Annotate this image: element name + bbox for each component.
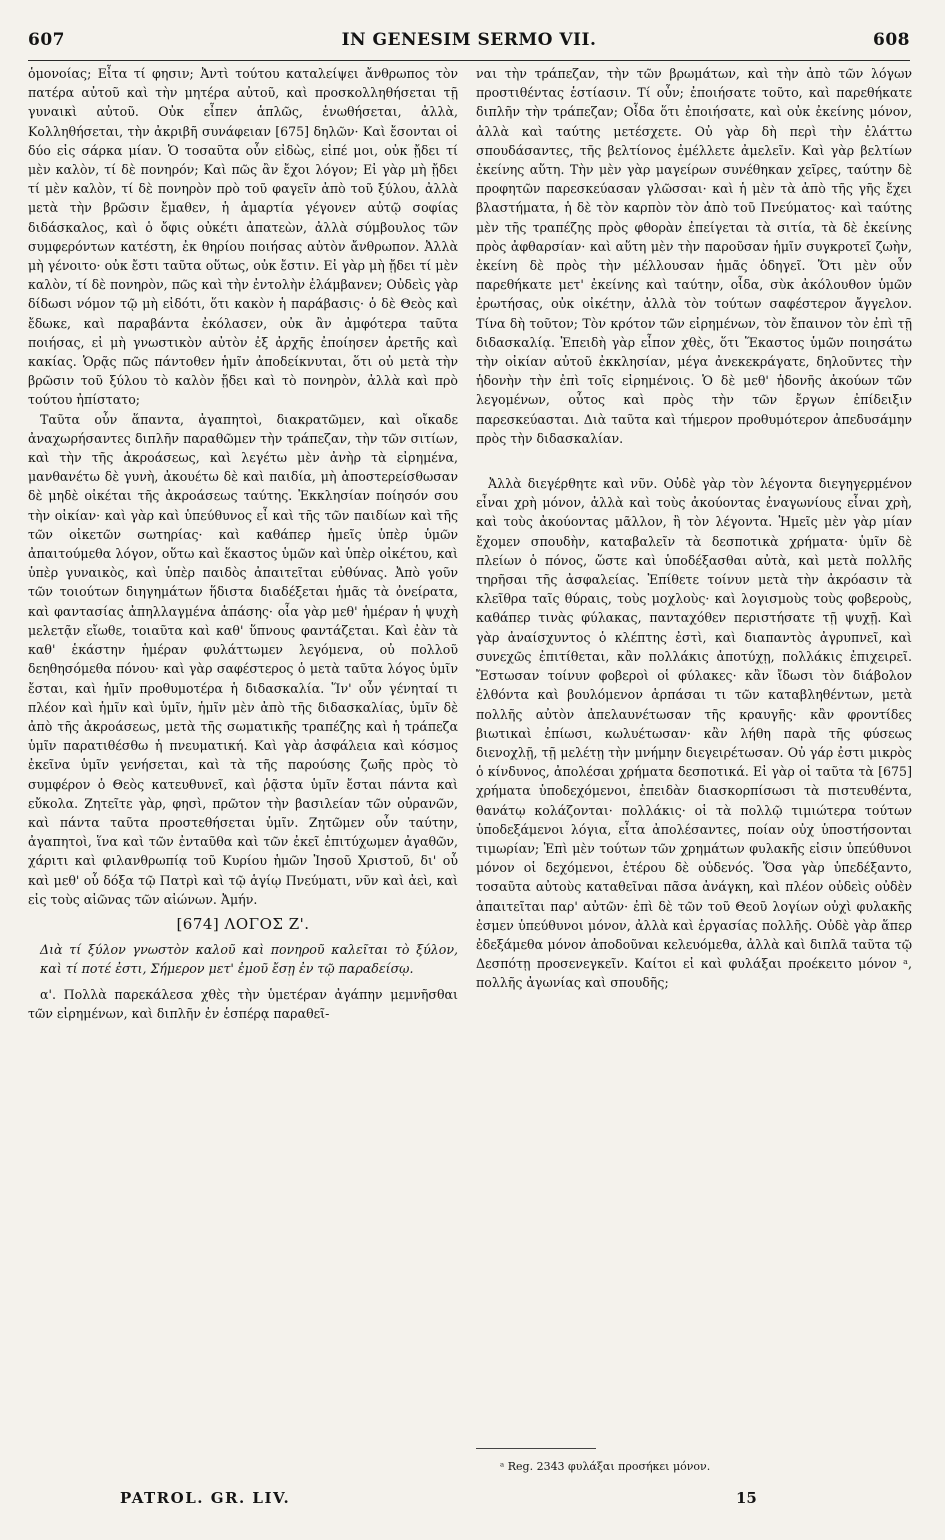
page-number-left: 607 — [28, 30, 65, 50]
left-paragraph-1: ὁμονοίας; Εἶτα τί φησιν; Ἀντὶ τούτου καταλείψει ἄνθρωπος τὸν πατέρα αὐτοῦ καὶ τὴν μητέρα αὐτοῦ, καὶ προσκολληθήσεται τῇ γυναικὶ αὐτοῦ. Οὐκ εἶπεν ἁπλῶς, ἑνωθήσεται, ἀλλὰ, Κολληθήσεται, τὴν ἀκριβῆ συνάφειαν [675] δηλῶν· Καὶ ἔσονται οἱ δύο εἰς σάρκα μίαν. Ὁ τοσαῦτα οὖν εἰδὼς, εἰπέ μοι, οὐκ ᾔδει τί μὲν καλὸν, τί δὲ πονηρόν; Καὶ πῶς ἂν ἔχοι λόγον; Εἰ γὰρ μὴ ᾔδει τί μὲν καλὸν, τί δὲ πονηρὸν πρὸ τοῦ φαγεῖν ἀπὸ τοῦ ξύλου, ἀλλὰ μετὰ τὴν βρῶσιν ἔμαθεν, ἡ ἁμαρτία γέγονεν αὐτῷ σοφίας διδάσκαλος, καὶ ὁ ὄφις οὐκέτι ἀπατεὼν, ἀλλὰ σύμβουλος τῶν συμφερόντων κατέστη, ἐκ θηρίου ποιήσας αὐτὸν ἄνθρωπον. Ἀλλὰ μὴ γένοιτο· οὐκ ἔστι ταῦτα οὕτως, οὐκ ἔστιν. Εἰ γὰρ μὴ ᾔδει τί μὲν καλὸν, τί δὲ πονηρὸν, πῶς καὶ τὴν ἐντολὴν ἐλάμβανεν; Οὐδεὶς γὰρ δίδωσι νόμον τῷ μὴ εἰδότι, ὅτι κακὸν ἡ παράβασις· ὁ δὲ Θεὸς καὶ ἔδωκε, καὶ παραβάντα ἐκόλασεν, οὐκ ἂν ἀμφότερα ταῦτα ποιήσας, εἰ μὴ γνωστικὸν αὐτὸν ἐξ ἀρχῆς ἐποίησεν ἀρετῆς καὶ κακίας. Ὁρᾷς πῶς πάντοθεν ἡμῖν ἀποδείκνυται, ὅτι οὐ μετὰ τὴν βρῶσιν τοῦ ξύλου τὸ καλὸν ᾔδει καὶ τὸ πονηρὸν, ἀλλὰ καὶ πρὸ τούτου ἠπίστατο; — [28, 66, 458, 408]
header-rule — [28, 60, 910, 61]
right-column — [476, 64, 912, 993]
footnote-rule — [476, 1448, 596, 1449]
running-title: IN GENESIM SERMO VII. — [341, 30, 597, 50]
left-paragraph-3: α'. Πολλὰ παρεκάλεσα χθὲς τὴν ὑμετέραν ἀγάπην μεμνῆσθαι τῶν εἰρημένων, καὶ διπλῆν ἐν ἑσπέρᾳ παραθεῖ- — [28, 986, 458, 1021]
footer-signature: PATROL. GR. LIV. — [120, 1489, 291, 1507]
right-paragraph-1: ναι τὴν τράπεζαν, τὴν τῶν βρωμάτων, καὶ τὴν ἀπὸ τῶν λόγων προστιθέντας ἑστίασιν. Τί οὖν; ἐποιήσατε τοῦτο, καὶ παρεθήκατε διπλῆν τὴν τράπεζαν; Οἶδα ὅτι ἐποιήσατε, καὶ οὐκ ἐκείνης μόνον, ἀλλὰ καὶ ταύτης μετέσχετε. Οὐ γὰρ δὴ περὶ τὴν ἐλάττω σπουδάσαντες, τῆς βελτίονος ἐμέλλετε ἀμελεῖν. Καὶ γὰρ βελτίων ἐκείνης αὕτη. Τὴν μὲν γὰρ μαγείρων συνέθηκαν χεῖρες, ταύτην δὲ προφητῶν παρεσκεύασαν γλῶσσαι· καὶ ἡ μὲν τὰ ἀπὸ τῆς γῆς ἔχει βλαστήματα, ἡ δὲ τὸν καρπὸν τὸν ἀπὸ τοῦ Πνεύματος· καὶ ταύτης μὲν τῆς τραπέζης πρὸς φθορὰν ἐπείγεται τὰ σιτία, τὰ δὲ ἐκείνης πρὸς ἀφθαρσίαν· καὶ αὕτη μὲν τὴν παροῦσαν ἡμῖν συγκροτεῖ ζωὴν, ἐκείνη δὲ πρὸς τὴν μέλλουσαν ἡμᾶς ὁδηγεῖ. Ὅτι μὲν οὖν παρεθήκατε μετ' ἐκείνης καὶ ταύτην, οἶδα, σὺκ ἀκόλουθον ὑμῶν ἐρωτήσας, οὐκ οἰκέτην, ἀλλὰ τὸν τούτων σαφέστερον ἄγγελον. Τίνα δὴ τοῦτον; Τὸν κρότον τῶν εἰρημένων, τὸν ἔπαινον τὸν ἐπὶ τῇ διδασκαλίᾳ. Ἐπειδὴ γὰρ εἶπον χθὲς, ὅτι Ἕκαστος ὑμῶν ποιησάτω τὴν οἰκίαν αὐτοῦ ἐκκλησίαν, μέγα ἀνεκεκράγατε, δηλοῦντες τὴν ἡδονὴν τὴν ἐπὶ τοῖς εἰρημένοις. Ὁ δὲ μεθ' ἡδονῆς ἀκούων τῶν λεγομένων, οὗτος καὶ πρὸς τὴν τῶν ἔργων ἐπίδειξιν παρεσκεύασται. Διὰ ταῦτα καὶ τήμερον προθυμότερον ἀπεδυσάμην πρὸς τὴν διδασκαλίαν. — [476, 66, 912, 446]
sermon-subtitle: Διὰ τί ξύλον γνωστὸν καλοῦ καὶ πονηροῦ καλεῖται τὸ ξύλον, καὶ τί ποτέ ἐστι, Σήμερον μετ' ἐμοῦ ἔσῃ ἐν τῷ παραδείσῳ. — [40, 942, 458, 977]
page-header — [28, 30, 910, 58]
footnote: ᵃ Reg. 2343 φυλάξαι προσήκει μόνον. — [500, 1460, 711, 1473]
page-number-right: 608 — [873, 30, 910, 50]
left-paragraph-2: Ταῦτα οὖν ἅπαντα, ἀγαπητοὶ, διακρατῶμεν, καὶ οἴκαδε ἀναχωρήσαντες διπλῆν παραθῶμεν τὴν τράπεζαν, τὴν τῶν σιτίων, καὶ τὴν τῆς ἀκροάσεως, καὶ λεγέτω μὲν ἀνὴρ τὰ εἰρημένα, μανθανέτω δὲ γυνὴ, ἀκουέτω δὲ καὶ παιδία, μὴ ἀποστερείσθωσαν δὲ μηδὲ οἰκέται τῆς ἀκροάσεως ταύτης. Ἐκκλησίαν ποίησόν σου τὴν οἰκίαν· καὶ γὰρ καὶ ὑπεύθυνος εἶ καὶ τῆς τῶν παιδίων καὶ τῆς τῶν οἰκετῶν σωτηρίας· καὶ καθάπερ ἡμεῖς ὑπὲρ ὑμῶν ἀπαιτούμεθα λόγον, οὕτω καὶ ἕκαστος ὑμῶν καὶ ὑπὲρ οἰκέτου, καὶ ὑπὲρ γυναικὸς, καὶ ὑπὲρ παιδὸς ἀπαιτεῖται εὐθύνας. Ἀπὸ γοῦν τῶν τοιούτων διηγημάτων ἥδιστα διαδέξεται ἡμᾶς τὰ ὀνείρατα, καὶ φαντασίας ἀπηλλαγμένα ἁπάσης· οἷα γὰρ μεθ' ἡμέραν ἡ ψυχὴ μελετᾷν εἴωθε, τοιαῦτα καὶ καθ' ὕπνους φαντάζεται. Καὶ ἐὰν τὰ καθ' ἑκάστην ἡμέραν φυλάττωμεν λεγόμενα, οὐ πολλοῦ δεηθησόμεθα πόνου· καὶ γὰρ σαφέστερος ὁ μετὰ ταῦτα λόγος ὑμῖν ἔσται, καὶ ἡμῖν προθυμοτέρα ἡ διδασκαλία. Ἵν' οὖν γένηταί τι πλέον καὶ ἡμῖν καὶ ὑμῖν, ἡμῖν μὲν ἀπὸ τῆς διδασκαλίας, ὑμῖν δὲ ἀπὸ τῆς ἀκροάσεως, μετὰ τῆς σωματικῆς τραπέζης καὶ ἡ τράπεζα ὑμῖν παρατιθέσθω ἡ πνευματική. Καὶ γὰρ ἀσφάλεια καὶ κόσμος ἐκεῖνα ὑμῖν γενήσεται, καὶ τὰ τῆς παρούσης ζωῆς πρὸς τὸ συμφέρον ὁ Θεὸς κατευθυνεῖ, καὶ ῥᾷστα ὑμῖν ἔσται πάντα καὶ εὔκολα. Ζητεῖτε γὰρ, φησὶ, πρῶτον τὴν βασιλείαν τῶν οὐρανῶν, καὶ πάντα ταῦτα προστεθήσεται ὑμῖν. Ζητῶμεν οὖν ταύτην, ἀγαπητοὶ, ἵνα καὶ τῶν ἐνταῦθα καὶ τῶν ἐκεῖ ἐπιτύχωμεν ἀγαθῶν, χάριτι καὶ φιλανθρωπίᾳ τοῦ Κυρίου ἡμῶν Ἰησοῦ Χριστοῦ, δι' οὗ καὶ μεθ' οὗ δόξα τῷ Πατρὶ καὶ τῷ ἁγίῳ Πνεύματι, νῦν καὶ ἀεὶ, καὶ εἰς τοὺς αἰῶνας τῶν αἰώνων. Ἀμήν. — [28, 411, 458, 907]
right-paragraph-2: Ἀλλὰ διεγέρθητε καὶ νῦν. Οὐδὲ γὰρ τὸν λέγοντα διεγηγερμένον εἶναι χρὴ μόνον, ἀλλὰ καὶ τοὺς ἀκούοντας ἐναγωνίους εἶναι χρὴ, καὶ τοὺς ἀκούοντας μᾶλλον, ἢ τὸν λέγοντα. Ἡμεῖς μὲν γὰρ μίαν ἔχομεν σπουδὴν, καταβαλεῖν τὰ δεσποτικὰ χρήματα· ὑμῖν δὲ πλείων ὁ πόνος, ὥστε καὶ ὑποδέξασθαι αὐτὰ, καὶ μετὰ πολλῆς τηρῆσαι τῆς ἀσφαλείας. Ἐπίθετε τοίνυν μετὰ τὴν ἀκρόασιν τὰ κλεῖθρα ταῖς θύραις, τοὺς μοχλοὺς· καὶ λογισμοὺς τοὺς φοβεροὺς, καθάπερ τινὰς φύλακας, πανταχόθεν περιστήσατε τῇ ψυχῇ. Καὶ γὰρ ἀναίσχυντος ὁ κλέπτης ἐστὶ, καὶ διαπαντὸς ἀγρυπνεῖ, καὶ συνεχῶς ἐπιτίθεται, κἂν πολλάκις ἀποτύχῃ, πολλάκις ἐπιχειρεῖ. Ἔστωσαν τοίνυν φοβεροὶ οἱ φύλακες· κἂν ἴδωσι τὸν διάβολον ἐλθόντα καὶ βουλόμενον ἁρπάσαι τι τῶν καταβληθέντων, μετὰ πολλῆς αὐτὸν ἀπελαυνέτωσαν τῆς κραυγῆς· κἂν φροντίδες βιωτικαὶ ἐπίωσι, κωλυέτωσαν· κἂν λήθη παρὰ τῆς φύσεως διενοχλῇ, τῇ μελέτῃ τὴν μνήμην διεγειρέτωσαν. Οὐ γάρ ἐστι μικρὸς ὁ κίνδυνος, ἀπολέσαι χρήματα δεσποτικά. Εἰ γὰρ οἱ ταῦτα τὰ [675] χρήματα ὑποδεχόμενοι, ἐπειδὰν διασκορπίσωσι τὰ πιστευθέντα, θανάτῳ κολάζονται· πολλάκις· οἱ τὰ πολλῷ τιμιώτερα τούτων ὑποδεξάμενοι λόγια, εἶτα ἀπολέσαντες, ποίαν οὐχ ὑποστήσονται τιμωρίαν; Ἐπὶ μὲν τούτων τῶν χρημάτων φυλακῆς εἰσιν ὑπεύθυνοι μόνον οἱ δεχόμενοι, ἑτέρου δὲ οὐδενός. Ὅσα γὰρ ὑπεδέξαντο, τοσαῦτα αὐτοὺς καταθεῖναι πᾶσα ἀνάγκη, καὶ πλέον οὐδεὶς οὐδὲν ἀπαιτεῖται παρ' αὐτῶν· ἐπὶ δὲ τῶν τοῦ Θεοῦ λογίων οὐχὶ φυλακῆς ἐσμεν ὑπεύθυνοι μόνον, ἀλλὰ καὶ ἐργασίας πολλῆς. Οὐδὲ γὰρ ἅπερ ἐδεξάμεθα μόνον ἀποδοῦναι κελευόμεθα, ἀλλὰ καὶ διπλᾶ ταῦτα τῷ Δεσπότῃ προσενεγκεῖν. Καίτοι εἰ καὶ φυλάξαι προέκειτο μόνον ᵃ, πολλῆς ἀγωνίας καὶ σπουδῆς; — [476, 476, 912, 991]
left-column — [28, 64, 458, 1023]
sermon-heading: [674] ΛΟΓΟΣ Ζ'. — [176, 914, 310, 933]
footer-signature-number: 15 — [736, 1489, 757, 1507]
